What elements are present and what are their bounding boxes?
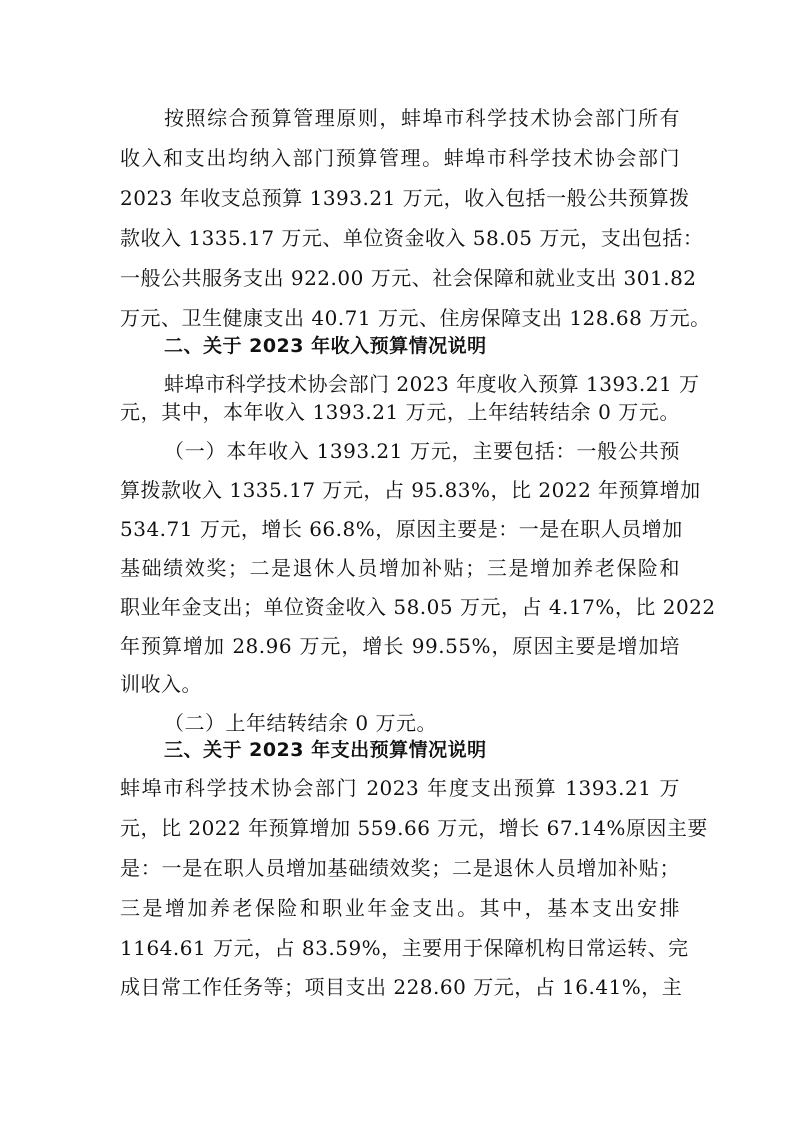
paragraph-5-line-1: 蚌埠市科学技术协会部门 2023 年度支出预算 1393.21 万: [120, 776, 680, 800]
paragraph-1-line-5: 一般公共服务支出 922.00 万元、社会保障和就业支出 301.82: [120, 266, 697, 290]
paragraph-4-line-1: （二）上年结转结余 0 万元。: [164, 711, 437, 735]
paragraph-3-line-3: 534.71 万元，增长 66.8%，原因主要是：一是在职人员增加: [120, 517, 683, 541]
paragraph-5-line-4: 三是增加养老保险和职业年金支出。其中，基本支出安排: [120, 896, 680, 920]
paragraph-5-line-2: 元，比 2022 年预算增加 559.66 万元，增长 67.14%原因主要: [120, 816, 708, 840]
paragraph-2-line-2: 元，其中，本年收入 1393.21 万元，上年结转结余 0 万元。: [120, 400, 680, 424]
paragraph-3-line-2: 算拨款收入 1335.17 万元，占 95.83%，比 2022 年预算增加: [120, 478, 701, 502]
paragraph-1-line-1: 按照综合预算管理原则，蚌埠市科学技术协会部门所有: [164, 106, 680, 130]
section-heading-expenditure: 三、关于 2023 年支出预算情况说明: [164, 739, 487, 761]
paragraph-3-line-4: 基础绩效奖；二是退休人员增加补贴；三是增加养老保险和: [120, 556, 680, 580]
paragraph-1-line-3: 2023 年收支总预算 1393.21 万元，收入包括一般公共预算拨: [120, 186, 690, 210]
paragraph-1-line-2: 收入和支出均纳入部门预算管理。蚌埠市科学技术协会部门: [120, 146, 680, 170]
paragraph-3-line-5: 职业年金支出；单位资金收入 58.05 万元，占 4.17%，比 2022: [120, 595, 716, 619]
section-heading-income: 二、关于 2023 年收入预算情况说明: [164, 335, 487, 357]
paragraph-1-line-6: 万元、卫生健康支出 40.71 万元、住房保障支出 128.68 万元。: [120, 306, 711, 330]
paragraph-2-line-1: 蚌埠市科学技术协会部门 2023 年度收入预算 1393.21 万: [164, 372, 700, 396]
paragraph-3-line-6: 年预算增加 28.96 万元，增长 99.55%，原因主要是增加培: [120, 634, 680, 658]
paragraph-5-line-6: 成日常工作任务等；项目支出 228.60 万元，占 16.41%，主: [120, 975, 683, 999]
paragraph-1-line-4: 款收入 1335.17 万元、单位资金收入 58.05 万元，支出包括：: [120, 226, 704, 250]
paragraph-5-line-3: 是：一是在职人员增加基础绩效奖；二是退休人员增加补贴；: [120, 856, 680, 880]
paragraph-5-line-5: 1164.61 万元，占 83.59%，主要用于保障机构日常运转、完: [120, 936, 689, 960]
paragraph-3-line-1: （一）本年收入 1393.21 万元，主要包括：一般公共预: [164, 439, 680, 463]
paragraph-3-line-7: 训收入。: [120, 672, 202, 696]
